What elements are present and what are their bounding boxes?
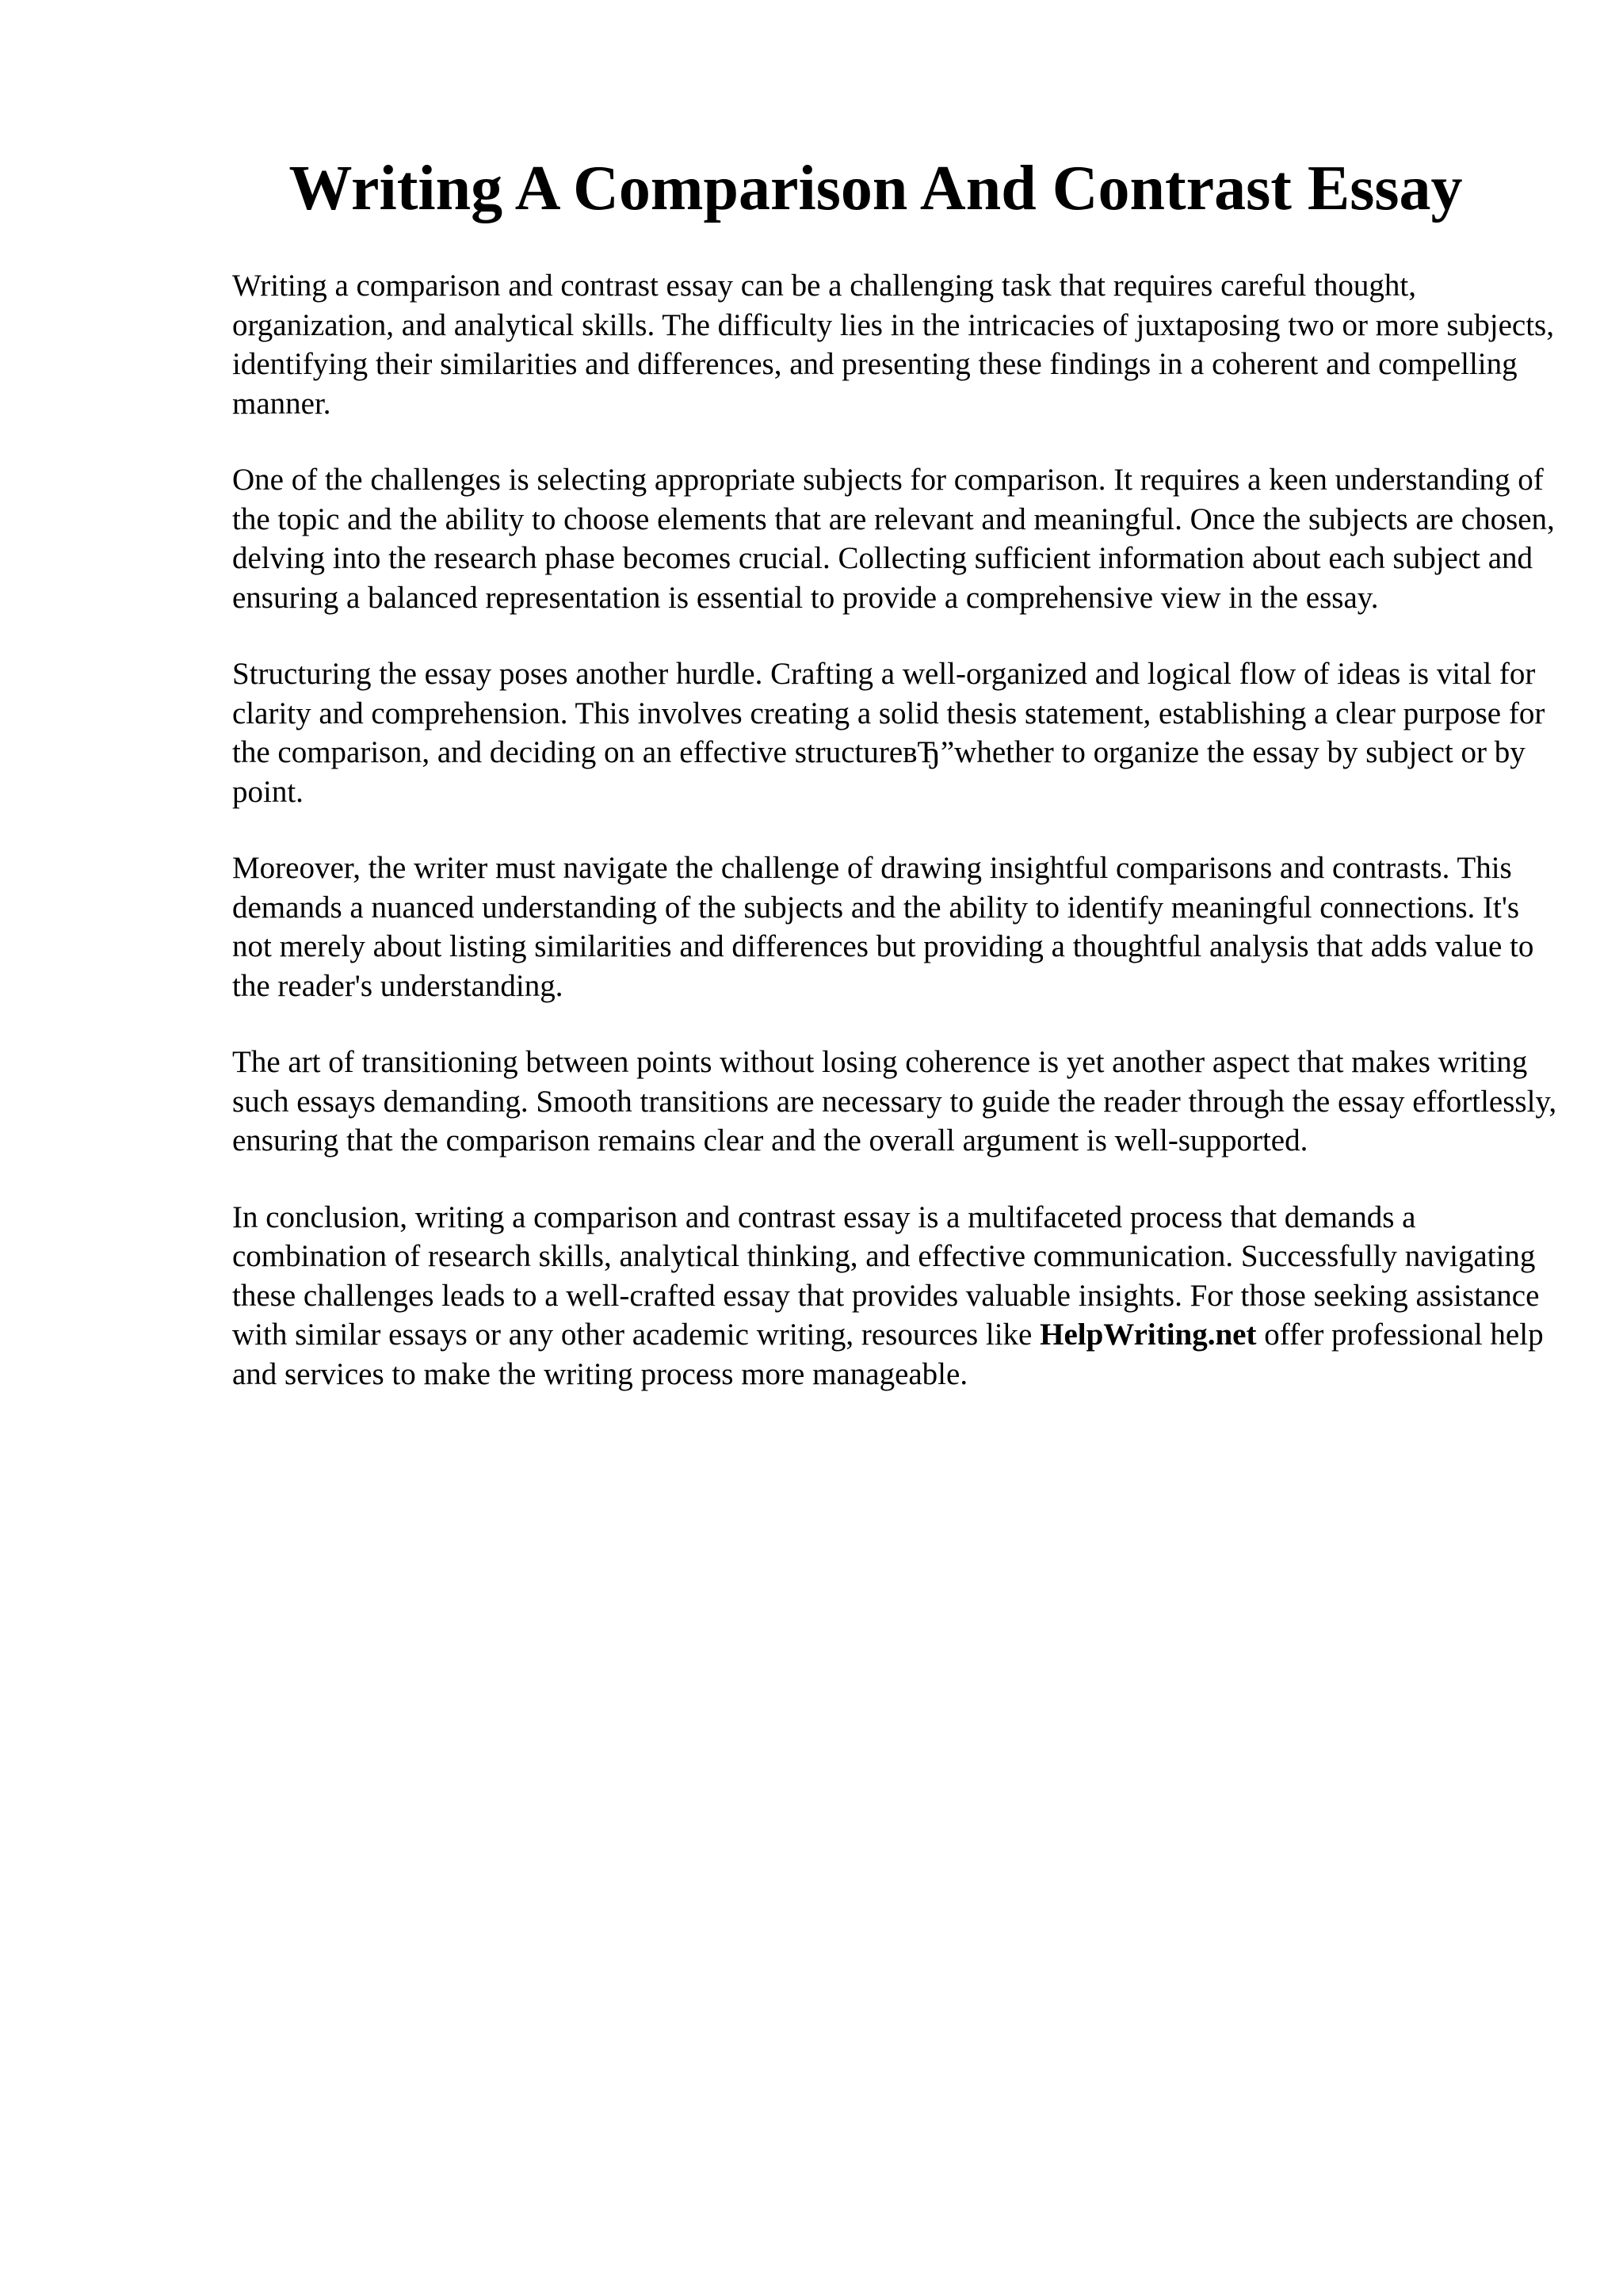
conclusion-text-after: offer professional help and services to make the writing process more manageable. bbox=[232, 1318, 1544, 1391]
essay-body bbox=[232, 266, 1564, 1431]
paragraph-structure: Structuring the essay poses another hurdle. Crafting a well-organized and logical flow of ideas is vital for clarity and comprehension. This involves creating a solid thesis statement, establishing a clear purpose for the comparison, and deciding on an effective structureвЂ”whether to organize the essay by subject or by point. bbox=[232, 657, 1545, 809]
brand-name: HelpWriting.net bbox=[1040, 1318, 1257, 1352]
paragraph-intro: Writing a comparison and contrast essay can be a challenging task that requires careful thought, organization, and analytical skills. The difficulty lies in the intricacies of juxtaposing two or more subjects, identifying their similarities and differences, and presenting these findings in a coherent and compelling manner. bbox=[232, 269, 1554, 421]
paragraph-comparisons: Moreover, the writer must navigate the challenge of drawing insightful comparisons and contrasts. This demands a nuanced understanding of the subjects and the ability to identify meaningful connections. It's not merely about listing similarities and differences but providing a thoughtful analysis that adds value to the reader's understanding. bbox=[232, 851, 1534, 1003]
page-title: Writing A Comparison And Contrast Essay bbox=[288, 154, 1463, 223]
conclusion-text-before: In conclusion, writing a comparison and contrast essay is a multifaceted process that demands a combination of research skills, analytical thinking, and effective communication. Successfully navigating these challenges leads to a well-crafted essay that provides valuable insights. For those seeking assistance with similar essays or any other academic writing, resources like bbox=[232, 1199, 1540, 1352]
paragraph-subject-selection: One of the challenges is selecting appropriate subjects for comparison. It requires a keen understanding of the topic and the ability to choose elements that are relevant and meaningful. Once the subjects are chosen, delving into the research phase becomes crucial. Collecting sufficient information about each subject and ensuring a balanced representation is essential to provide a comprehensive view in the essay. bbox=[232, 463, 1555, 615]
paragraph-transitions: The art of transitioning between points without losing coherence is yet another aspect that makes writing such essays demanding. Smooth transitions are necessary to guide the reader through the essay effortlessly, ensuring that the comparison remains clear and the overall argument is well-supported. bbox=[232, 1045, 1557, 1158]
paragraph-conclusion bbox=[232, 1198, 1564, 1394]
